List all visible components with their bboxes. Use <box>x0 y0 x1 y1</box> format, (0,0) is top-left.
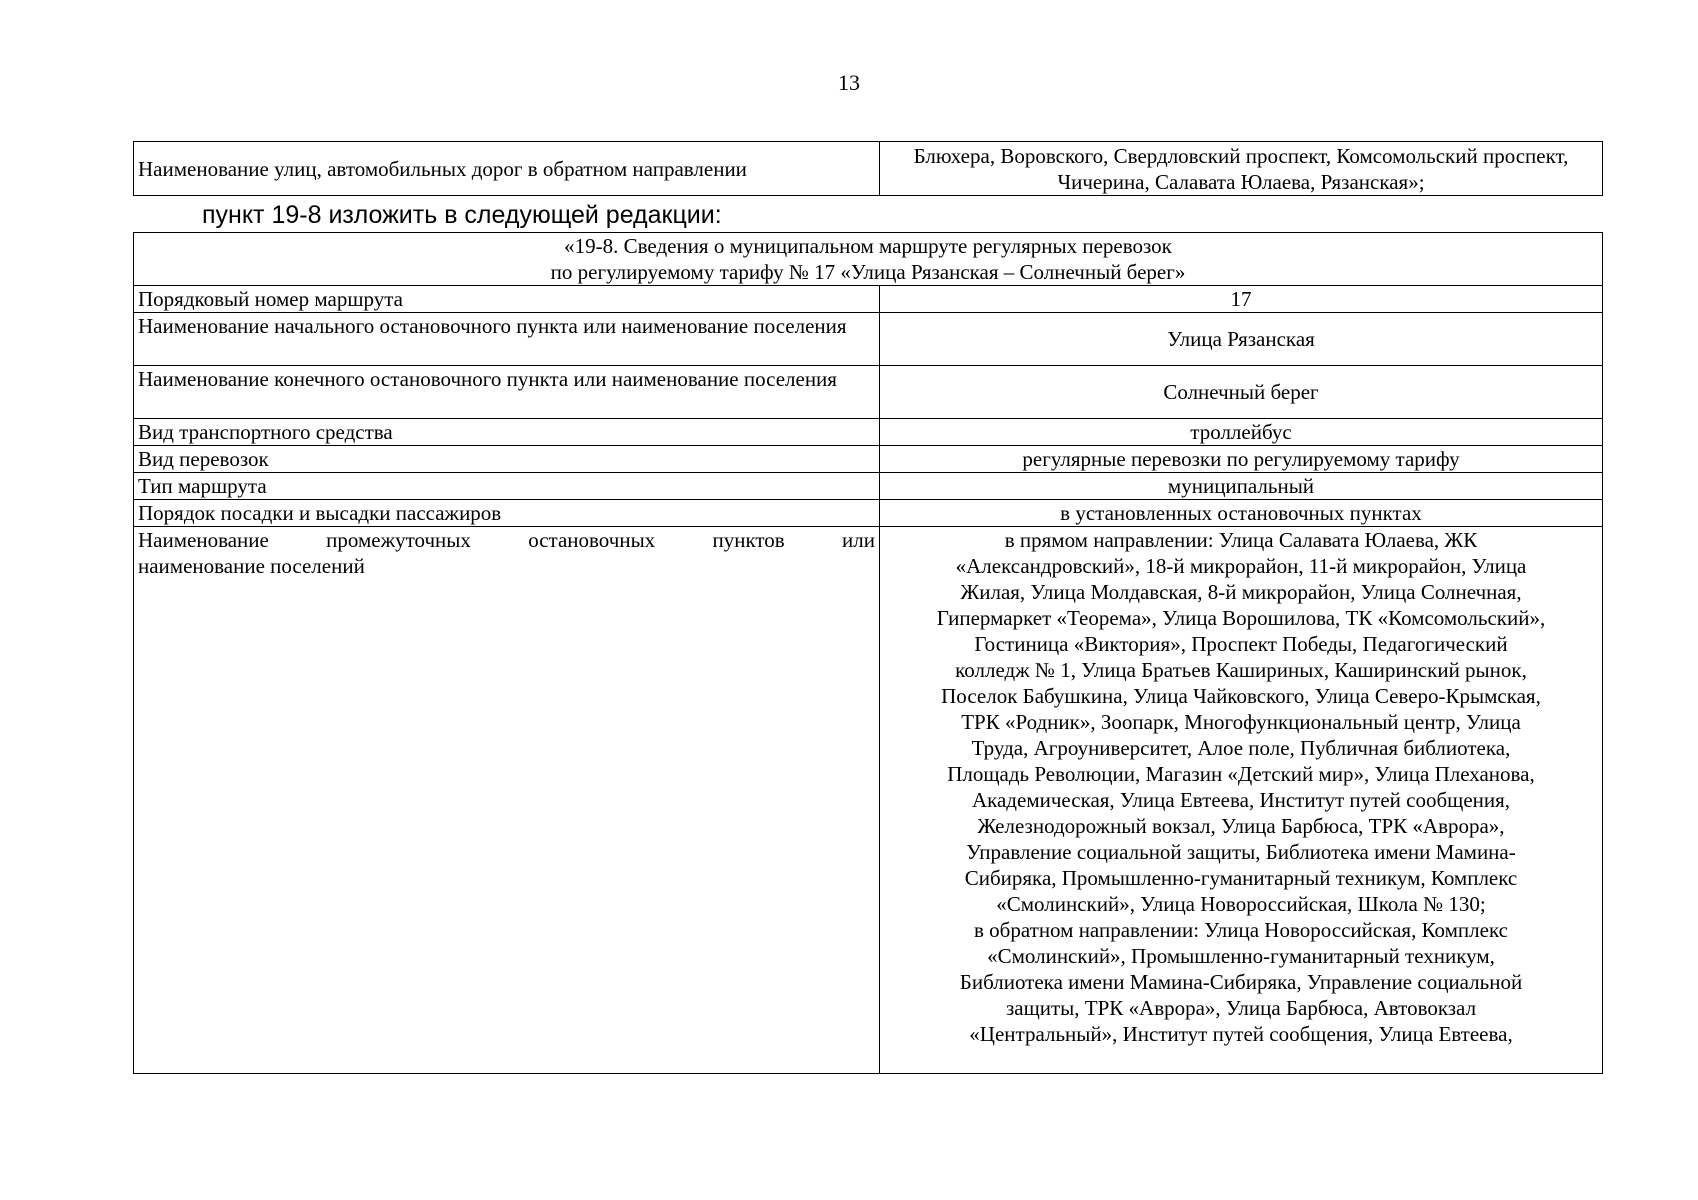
row-label: Наименование конечного остановочного пункта или наименование поселения <box>134 366 880 419</box>
stops-line: Железнодорожный вокзал, Улица Барбюса, ТРК «Аврора», <box>977 814 1505 838</box>
stops-line: «Александровский», 18-й микрорайон, 11-й микрорайон, Улица <box>955 554 1527 578</box>
table-row <box>134 142 1603 196</box>
stops-line: Библиотека имени Мамина-Сибиряка, Управление социальной <box>959 970 1523 994</box>
row-value: муниципальный <box>880 473 1603 500</box>
stops-line: Академическая, Улица Евтеева, Институт путей сообщения, <box>971 788 1511 812</box>
row-value: регулярные перевозки по регулируемому тарифу <box>880 446 1603 473</box>
stops-line: Гипермаркет «Теорема», Улица Ворошилова, ТК «Комсомольский», <box>936 606 1546 630</box>
stops-line: колледж № 1, Улица Братьев Кашириных, Каширинский рынок, <box>955 658 1527 682</box>
streets-return-value: Блюхера, Воровского, Свердловский проспект, Комсомольский проспект, Чичерина, Салавата Юлаева, Рязанская»; <box>880 142 1603 196</box>
streets-return-table <box>133 141 1603 196</box>
table-row <box>134 446 1603 473</box>
table-row <box>134 313 1603 366</box>
stops-line: в прямом направлении: Улица Салавата Юлаева, ЖК <box>1004 528 1478 552</box>
stops-line: Гостиница «Виктория», Проспект Победы, Педагогический <box>974 632 1508 656</box>
route-table-header <box>134 233 1603 286</box>
stops-line: защиты, ТРК «Аврора», Улица Барбюса, Автовокзал <box>1005 996 1477 1020</box>
table-row <box>134 527 1603 1074</box>
stops-line: Сибиряка, Промышленно-гуманитарный техникум, Комплекс <box>964 866 1518 890</box>
row-label: Наименование начального остановочного пункта или наименование поселения <box>134 313 880 366</box>
stops-label-line-1: Наименование промежуточных остановочных пунктов или <box>138 528 875 552</box>
row-value: троллейбус <box>880 419 1603 446</box>
row-label: Порядковый номер маршрута <box>134 286 880 313</box>
stops-line: «Смолинский», Промышленно-гуманитарный техникум, <box>987 944 1495 968</box>
route-header-line-2: по регулируемому тарифу № 17 «Улица Рязанская – Солнечный берег» <box>550 260 1186 284</box>
table-row <box>134 500 1603 527</box>
stops-line: Управление социальной защиты, Библиотека имени Мамина- <box>966 840 1516 864</box>
intermediate-stops-label <box>134 527 880 1074</box>
stops-line: ТРК «Родник», Зоопарк, Многофункциональный центр, Улица <box>961 710 1521 734</box>
streets-return-label: Наименование улиц, автомобильных дорог в обратном направлении <box>134 142 880 196</box>
page-number: 13 <box>838 70 860 95</box>
row-label: Тип маршрута <box>134 473 880 500</box>
row-value: Улица Рязанская <box>880 313 1603 366</box>
row-value: Солнечный берег <box>880 366 1603 419</box>
amendment-instruction: пункт 19-8 изложить в следующей редакции: <box>202 201 722 229</box>
stops-line: Поселок Бабушкина, Улица Чайковского, Улица Северо-Крымская, <box>941 684 1541 708</box>
intermediate-stops-value <box>880 527 1603 1074</box>
table-row <box>134 419 1603 446</box>
stops-line: «Центральный», Институт путей сообщения, Улица Евтеева, <box>969 1022 1513 1046</box>
row-label: Вид перевозок <box>134 446 880 473</box>
stops-line: Жилая, Улица Молдавская, 8-й микрорайон, Улица Солнечная, <box>960 580 1522 604</box>
stops-line: Площадь Революции, Магазин «Детский мир», Улица Плеханова, <box>947 762 1535 786</box>
row-value: 17 <box>880 286 1603 313</box>
stops-line: в обратном направлении: Улица Новороссийская, Комплекс <box>974 918 1508 942</box>
route-info-table <box>133 232 1603 1074</box>
route-header-line-1: «19-8. Сведения о муниципальном маршруте регулярных перевозок <box>564 234 1172 258</box>
stops-line: Труда, Агроуниверситет, Алое поле, Публичная библиотека, <box>971 736 1511 760</box>
row-label: Порядок посадки и высадки пассажиров <box>134 500 880 527</box>
table-row <box>134 473 1603 500</box>
table-row <box>134 286 1603 313</box>
table-header-row <box>134 233 1603 286</box>
row-value: в установленных остановочных пунктах <box>880 500 1603 527</box>
table-row <box>134 366 1603 419</box>
stops-line: «Смолинский», Улица Новороссийская, Школа № 130; <box>996 892 1486 916</box>
row-label: Вид транспортного средства <box>134 419 880 446</box>
stops-label-line-2: наименование поселений <box>138 554 365 578</box>
